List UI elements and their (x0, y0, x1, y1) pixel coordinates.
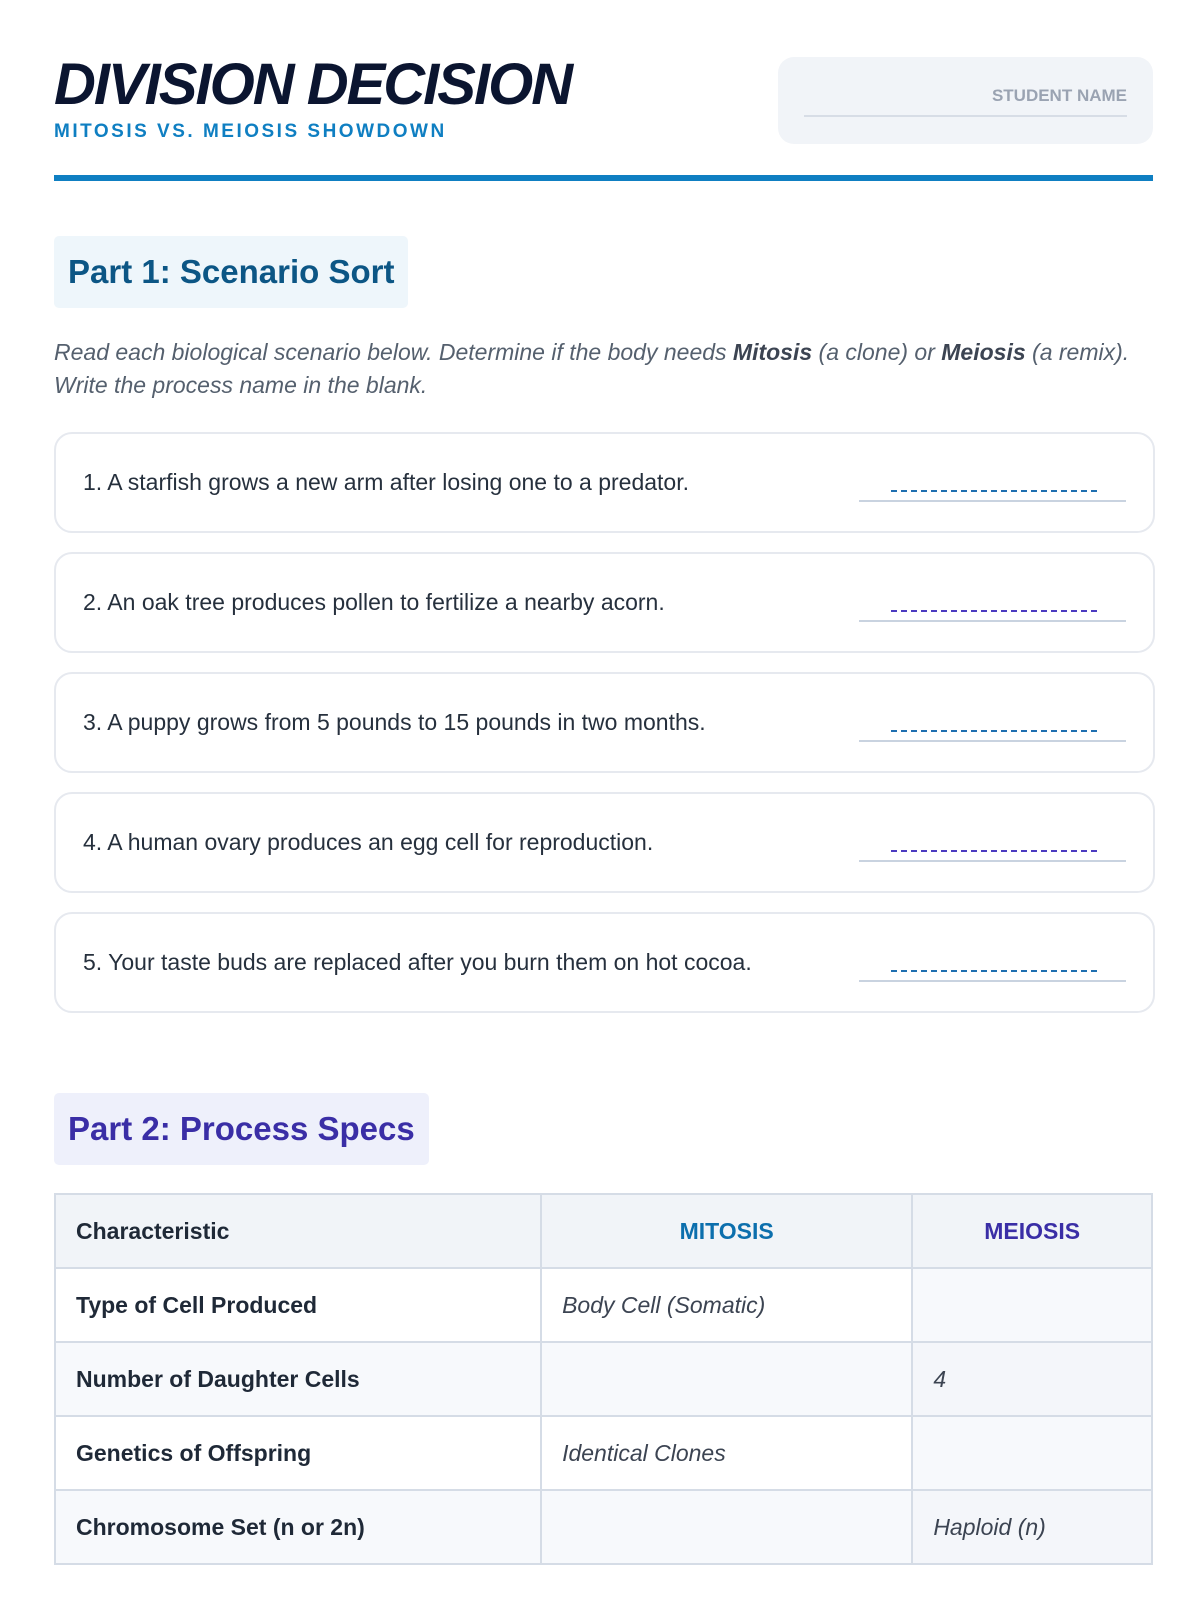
answer-line (859, 620, 1126, 622)
row-label: Chromosome Set (n or 2n) (55, 1490, 541, 1564)
answer-blank[interactable] (891, 490, 1097, 492)
instructions-meiosis: Meiosis (941, 339, 1026, 365)
table-row (55, 1268, 1152, 1342)
column-header-mitosis: MITOSIS (541, 1194, 912, 1268)
worksheet-subtitle: MITOSIS VS. MEIOSIS SHOWDOWN (54, 121, 447, 142)
meiosis-cell[interactable] (912, 1416, 1152, 1490)
instructions-text-middle: (a clone) or (812, 339, 942, 365)
answer-line (859, 740, 1126, 742)
row-label: Number of Daughter Cells (55, 1342, 541, 1416)
mitosis-cell[interactable] (541, 1490, 912, 1564)
answer-blank[interactable] (891, 850, 1097, 852)
scenario-card-1 (54, 432, 1155, 533)
worksheet-title: DIVISION DECISION (54, 52, 572, 117)
instructions-text-end: (a remix). Write the process name in the blank. (54, 339, 1130, 398)
student-name-label: STUDENT NAME (991, 86, 1127, 105)
scenario-card-4 (54, 792, 1155, 893)
student-name-box[interactable] (778, 57, 1153, 144)
student-name-line[interactable] (804, 115, 1127, 117)
mitosis-cell[interactable]: Identical Clones (541, 1416, 912, 1490)
table-row (55, 1490, 1152, 1564)
mitosis-cell[interactable] (541, 1342, 912, 1416)
table-row (55, 1342, 1152, 1416)
column-header-meiosis: MEIOSIS (912, 1194, 1152, 1268)
part2-heading: Part 2: Process Specs (54, 1093, 429, 1165)
answer-blank[interactable] (891, 610, 1097, 612)
meiosis-cell[interactable] (912, 1268, 1152, 1342)
scenario-text: 2. An oak tree produces pollen to fertilize a nearby acorn. (83, 589, 665, 615)
scenario-card-5 (54, 912, 1155, 1013)
part1-heading: Part 1: Scenario Sort (54, 236, 408, 308)
scenario-text: 3. A puppy grows from 5 pounds to 15 pounds in two months. (83, 709, 706, 735)
scenario-text: 1. A starfish grows a new arm after losing one to a predator. (83, 469, 689, 495)
scenario-card-2 (54, 552, 1155, 653)
meiosis-cell[interactable]: Haploid (n) (912, 1490, 1152, 1564)
row-label: Genetics of Offspring (55, 1416, 541, 1490)
row-label: Type of Cell Produced (55, 1268, 541, 1342)
header-divider (54, 175, 1153, 181)
table-header-row (55, 1194, 1152, 1268)
scenario-card-3 (54, 672, 1155, 773)
answer-blank[interactable] (891, 970, 1097, 972)
answer-line (859, 860, 1126, 862)
table-row (55, 1416, 1152, 1490)
part1-instructions (54, 336, 1153, 402)
mitosis-cell[interactable]: Body Cell (Somatic) (541, 1268, 912, 1342)
answer-line (859, 980, 1126, 982)
instructions-text-start: Read each biological scenario below. Determine if the body needs (54, 339, 733, 365)
scenario-text: 5. Your taste buds are replaced after you burn them on hot cocoa. (83, 949, 752, 975)
meiosis-cell[interactable]: 4 (912, 1342, 1152, 1416)
scenario-text: 4. A human ovary produces an egg cell for reproduction. (83, 829, 654, 855)
answer-blank[interactable] (891, 730, 1097, 732)
answer-line (859, 500, 1126, 502)
process-specs-table (54, 1193, 1153, 1565)
instructions-mitosis: Mitosis (732, 339, 813, 365)
column-header-characteristic: Characteristic (55, 1194, 541, 1268)
